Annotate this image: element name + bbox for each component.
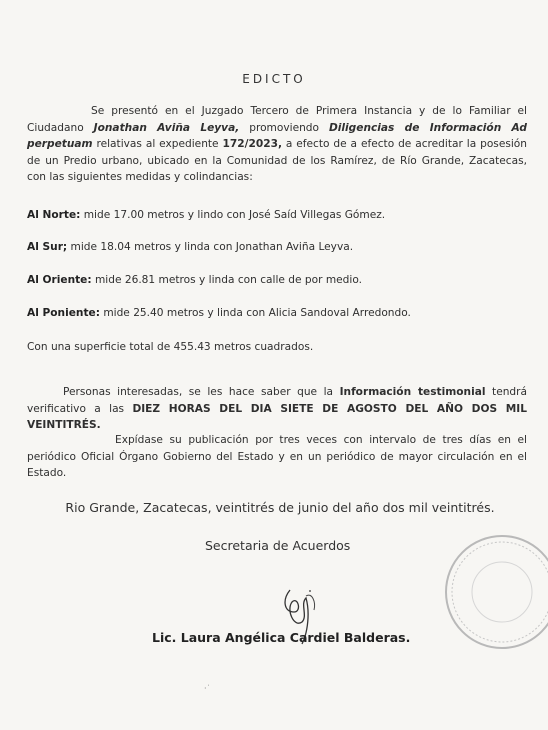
applicant-name: Jonathan Aviña Leyva, bbox=[93, 121, 240, 134]
hearing-paragraph bbox=[27, 384, 527, 434]
hearing-datetime: DIEZ HORAS DEL DIA SIETE DE AGOSTO DEL AÑO DOS MIL VEINTITRÉS. bbox=[27, 402, 527, 431]
procedure-name: Diligencias de Información Ad perpetuam bbox=[27, 121, 527, 150]
boundary-label: Al Oriente: bbox=[27, 274, 92, 286]
boundary-text: mide 18.04 metros y linda con Jonathan Aviña Leyva. bbox=[67, 241, 354, 253]
intro-text-1: Se presentó en el Juzgado Tercero de Primera Instancia y de lo Familiar el Ciudadano bbox=[27, 105, 527, 134]
intro-text-2: promoviendo bbox=[239, 121, 329, 134]
place-and-date: Rio Grande, Zacatecas, veintitrés de junio del año dos mil veintitrés. bbox=[65, 500, 495, 515]
intro-text-3: relativas al expediente bbox=[92, 138, 223, 150]
intro-paragraph bbox=[27, 103, 527, 186]
signer-name: Lic. Laura Angélica Cardiel Balderas. bbox=[152, 630, 411, 645]
case-number: 172/2023, bbox=[222, 138, 282, 150]
publication-paragraph: Expídase su publicación por tres veces con intervalo de tres días en el periódico Oficial Órgano Gobierno del Estado y en un periódico de mayor circulación en el Estado. bbox=[27, 434, 527, 479]
boundary-label: Al Poniente: bbox=[27, 307, 100, 319]
boundary-west bbox=[27, 306, 527, 321]
boundary-north bbox=[27, 208, 527, 223]
hearing-bold-1: Información testimonial bbox=[339, 386, 486, 398]
document-title: EDICTO bbox=[242, 72, 306, 86]
hearing-text-2: tendrá verificativo a las bbox=[27, 386, 527, 415]
boundary-east bbox=[27, 273, 527, 288]
hearing-text-1: Personas interesadas, se les hace saber que la bbox=[63, 386, 340, 398]
boundary-text: mide 17.00 metros y lindo con José Saíd Villegas Gómez. bbox=[80, 209, 386, 221]
signer-role: Secretaria de Acuerdos bbox=[205, 538, 351, 553]
boundary-label: Al Sur; bbox=[27, 241, 68, 253]
scan-speck: ·˙ bbox=[204, 684, 211, 693]
boundary-text: mide 25.40 metros y linda con Alicia Sandoval Arredondo. bbox=[99, 307, 411, 319]
total-surface: Con una superficie total de 455.43 metros cuadrados. bbox=[27, 341, 314, 353]
boundary-south bbox=[27, 240, 527, 255]
boundary-label: Al Norte: bbox=[27, 209, 81, 221]
intro-text-4: a efecto de a efecto de acreditar la posesión de un Predio urbano, ubicado en la Comunidad de los Ramírez, de Río Grande, Zacatecas, con las siguientes medidas y colindancias: bbox=[27, 138, 527, 183]
boundary-text: mide 26.81 metros y linda con calle de por medio. bbox=[91, 274, 363, 286]
court-seal bbox=[438, 528, 548, 658]
